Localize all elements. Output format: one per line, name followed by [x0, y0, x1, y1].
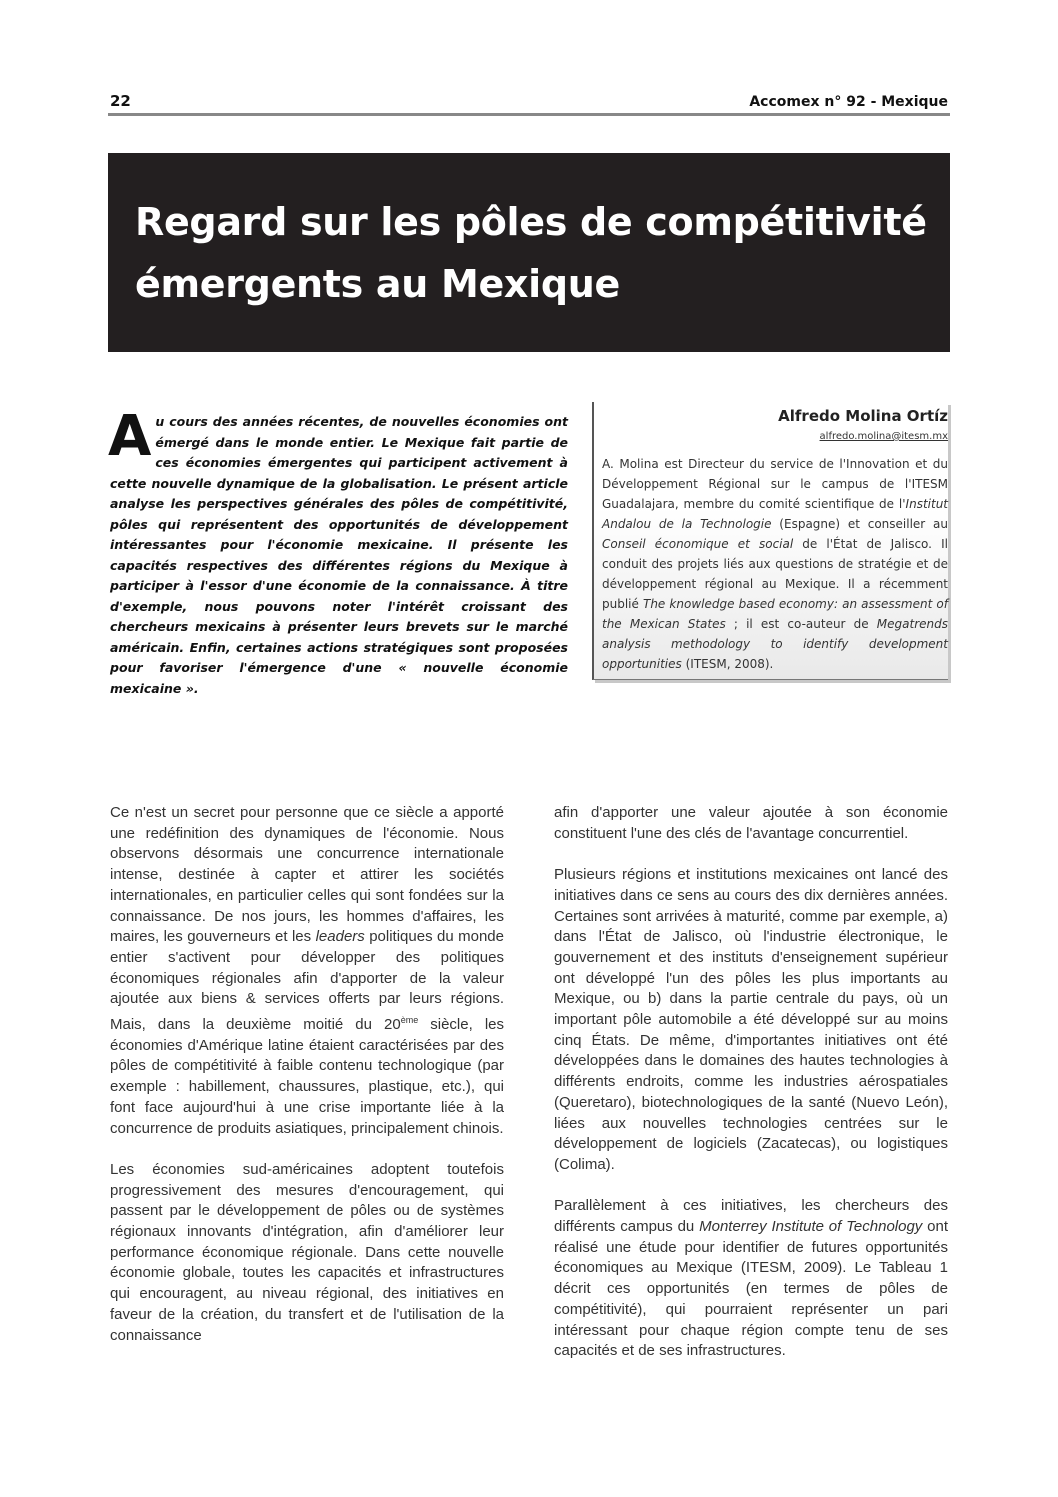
bio-text-4: ; il est co-auteur de — [725, 617, 877, 631]
article-title — [135, 191, 935, 315]
bio-italic-1: Institut Andalou de la Technologie — [602, 497, 948, 531]
abstract-text: u cours des années récentes, de nouvelles économies ont émergé dans le monde entier. Le Mexique fait partie de ces économies émergentes qui participent activement à cette nouvelle dynamique de la globalisation. Le présent article analyse les perspectives générales des pôles de compétitivité, pôles qui représentent des opportunités de développement intéressantes pour l'économie mexicaine. Il présente les capacités respectives des différentes régions du Mexique à participer à l'essor d'une économie de la connaissance. À titre d'exemple, nous pouvons noter l'intérêt croissant des chercheurs mexicains à présenter leurs brevets sur le marché américain. Enfin, certaines actions stratégiques sont proposées pour favoriser l'émergence d'une « nouvelle économie mexicaine ». — [110, 414, 568, 696]
title-line-2: émergents au Mexique — [135, 262, 620, 306]
drop-cap: A — [108, 404, 152, 469]
body-paragraph — [110, 803, 504, 1139]
superscript: ème — [400, 1015, 419, 1026]
header-rule — [108, 113, 950, 116]
author-name: Alfredo Molina Ortíz — [778, 407, 948, 425]
author-box — [592, 402, 948, 680]
body-paragraph: Plusieurs régions et institutions mexicaines ont lancé des initiatives dans ce sens au cours des dix dernières années. Certaines sont arrivées à maturité, comme par exemple, a) dans l'État de Jalisco, où l'industrie électronique, le gouvernement et des instituts d'enseignement supérieur ont développé l'un des pôles les plus importants au Mexique, ou b) dans la partie centrale du pays, où un important pôle automobile a été développé sur au moins cinq États. De même, d'importantes initiatives ont été développées dans le domaines des hautes technologies à différents endroits, comme les industries aérospatiales (Queretaro), biotechnologiques de la santé (Nuevo León), liées aux nouvelles technologies centrées sur le développement de logiciels (Zacatecas), ou logistiques (Colima). — [554, 866, 948, 1173]
running-head: Accomex n° 92 - Mexique — [749, 94, 948, 110]
body-italic: Monterrey Institute of Technology — [699, 1218, 923, 1236]
body-text: politiques du monde entier s'activent pour développer des politiques économiques régionales afin d'apporter de la valeur ajoutée aux biens & services offerts par leurs régions. Mais, dans la deuxième moitié du 20 — [110, 928, 504, 1034]
abstract — [108, 404, 568, 699]
body-paragraph — [554, 1196, 948, 1362]
title-banner — [108, 153, 950, 352]
author-email-link[interactable]: alfredo.molina@itesm.mx — [819, 431, 948, 442]
body-column-right — [554, 803, 948, 1383]
page-number: 22 — [110, 92, 131, 110]
bio-text-2: (Espagne) et conseiller au — [771, 517, 948, 531]
bio-italic-3: The knowledge based economy: an assessment of the Mexican States — [602, 597, 948, 631]
bio-text-1: A. Molina est Directeur du service de l'Innovation et du Développement Régional sur le campus de l'ITESM Guadalajara, membre du comité scientifique de l' — [602, 457, 948, 511]
body-column-left — [110, 803, 504, 1367]
bio-text-5: (ITESM, 2008). — [681, 657, 774, 671]
bio-italic-4: Megatrends analysis methodology to identify development opportunities — [602, 617, 948, 671]
body-text: ont réalisé une étude pour identifier de futures opportunités économiques au Mexique (ITESM, 2009). Le Tableau 1 décrit ces opportunités (en termes de pôles de compétitivité), qui pourraient représenter un pari intéressant pour chaque région compte tenu de ses capacités et de ses infrastructures. — [554, 1218, 948, 1360]
body-paragraph: Les économies sud-américaines adoptent toutefois progressivement des mesures d'encouragement, qui passent par le développement de pôles ou de systèmes régionaux innovants d'intégration, afin d'améliorer leur performance économique régionale. Dans cette nouvelle économie globale, toutes les capacités et infrastructures qui encouragent, au niveau régional, des initiatives en faveur de la création, du transfert et de l'utilisation de la connaissance — [110, 1160, 504, 1344]
body-text: Ce n'est un secret pour personne que ce siècle a apporté une redéfinition des dynamiques de l'économie. Nous observons désormais une concurrence internationale intense, destinée à capter et attirer les sociétés internationales, en particulier celles qui sont fondées sur la connaissance. De nos jours, les hommes d'affaires, les maires, les gouverneurs et les — [110, 804, 504, 946]
bio-italic-2: Conseil économique et social — [602, 537, 794, 551]
body-italic: leaders — [315, 928, 365, 946]
body-paragraph: afin d'apporter une valeur ajoutée à son économie constituent l'une des clés de l'avantage concurrentiel. — [554, 804, 948, 842]
bio-text-3: de l'État de Jalisco. Il conduit des projets liés aux questions de stratégie et de développement régional au Mexique. Il a récemment publié — [602, 537, 948, 611]
title-line-1: Regard sur les pôles de compétitivité — [135, 200, 927, 244]
body-text: siècle, les économies d'Amérique latine étaient caractérisées par des pôles de compétitivité à faible contenu technologique (par exemple : habillement, chaussures, plastique, etc.), qui font face aujourd'hui à une crise importante liée à la concurrence de produits asiatiques, principalement chinois. — [110, 1016, 504, 1137]
author-bio — [602, 454, 948, 674]
body-text: Parallèlement à ces initiatives, les chercheurs des différents campus du — [554, 1197, 948, 1236]
